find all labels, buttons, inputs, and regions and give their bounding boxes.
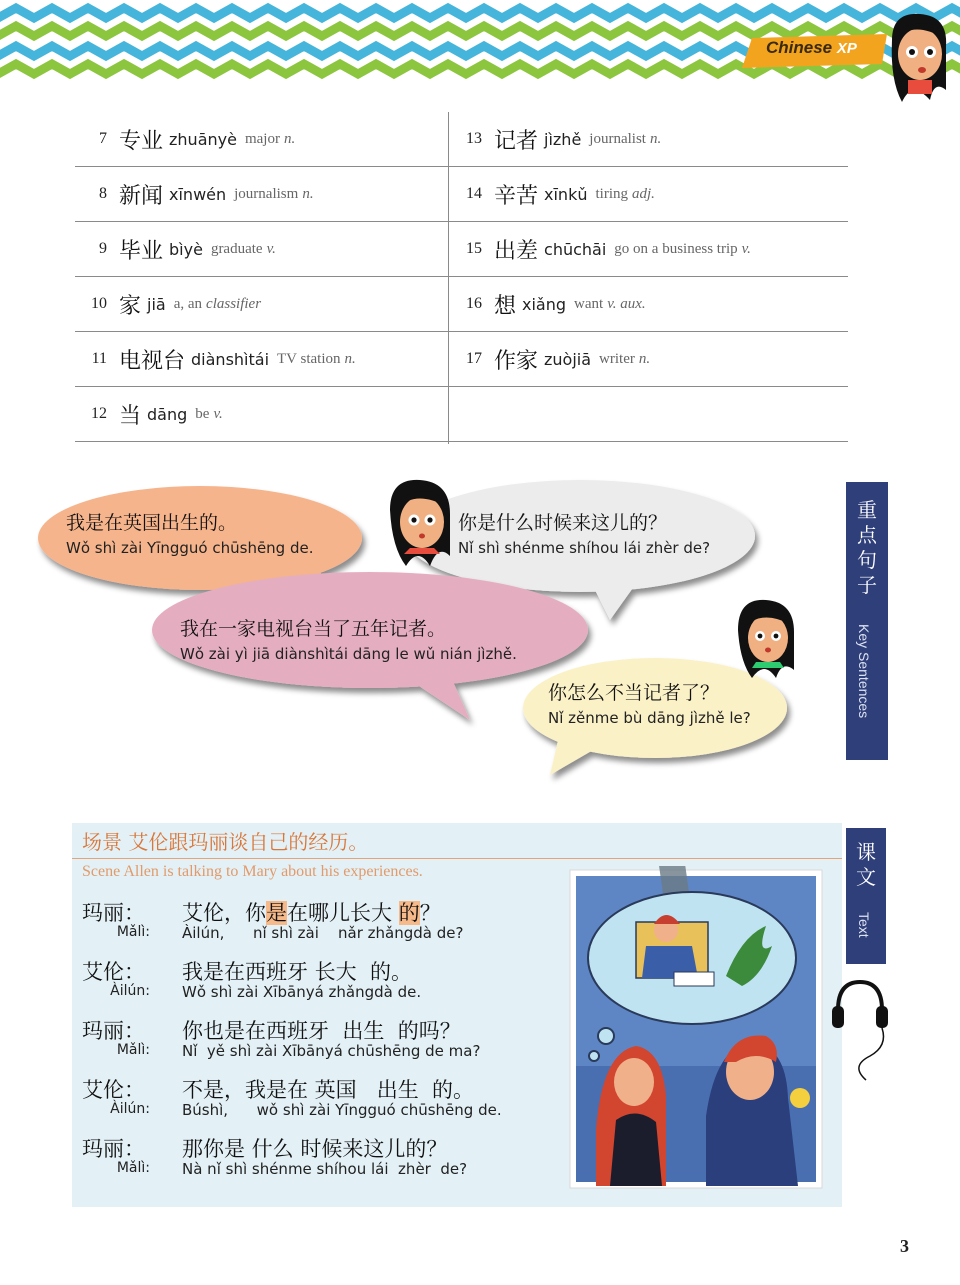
vocab-row [75, 332, 448, 387]
tab-label-en: Key Sentences [856, 624, 872, 719]
vocab-pinyin: jiā [147, 294, 166, 314]
vocab-part-of-speech: n. [344, 350, 356, 367]
vocab-english: journalist [589, 130, 646, 147]
vocab-number: 16 [466, 295, 482, 312]
vocab-pinyin: xīnkǔ [544, 184, 588, 204]
vocab-number: 15 [466, 240, 482, 257]
vocab-number: 7 [99, 130, 107, 147]
vocab-english: be [195, 405, 210, 422]
text-tab[interactable] [846, 828, 886, 964]
dialogue-line [82, 1133, 572, 1191]
vocab-hanzi: 想 [494, 293, 517, 319]
vocab-part-of-speech: adj. [631, 185, 655, 202]
vocab-number: 12 [91, 405, 107, 422]
highlight-shi: 是 [266, 901, 287, 925]
tab-label-zh: 课 文 [856, 840, 876, 889]
speaker-pinyin: Àilún: [110, 983, 150, 999]
scene-title-zh: 场景 艾伦跟玛丽谈自己的经历。 [82, 830, 369, 854]
key-sentence-2: 你是什么时候来这儿的？ Nǐ shì shénme shíhou lái zhèr de? [458, 512, 711, 557]
dialogue-pinyin: Wǒ shì zài Xībānyá zhǎngdà de. [182, 983, 422, 1001]
dialogue-pinyin: Búshì, wǒ shì zài Yīngguó chūshēng de. [182, 1101, 502, 1119]
key-sentence-3: 我在一家电视台当了五年记者。 Wǒ zài yì jiā diànshìtái dāng le wǔ nián jìzhě. [180, 618, 517, 663]
speaker-name: 玛丽： [82, 1019, 145, 1043]
vocab-pinyin: diànshìtái [191, 349, 270, 369]
dialogue-hanzi: 不是，我是在 英国 出生 的。 [182, 1078, 475, 1102]
vocab-number: 11 [91, 350, 107, 367]
vocab-english: major [244, 130, 280, 147]
speaker-name: 玛丽： [82, 901, 145, 925]
vocab-hanzi: 当 [119, 403, 142, 429]
vocab-part-of-speech: v. [266, 240, 276, 257]
speaker-pinyin: Àilún: [110, 1101, 150, 1117]
vocab-english: want [574, 295, 604, 312]
vocabulary-table [75, 112, 848, 444]
vocab-hanzi: 家 [119, 293, 142, 319]
vocab-pinyin: jìzhě [544, 129, 582, 149]
scene-title-en: Scene Allen is talking to Mary about his experiences. [82, 863, 423, 880]
vocab-pinyin: dāng [147, 404, 188, 424]
dialogue-pinyin: Àilún, nǐ shì zài nǎr zhǎngdà de? [182, 924, 464, 942]
vocab-hanzi: 作家 [494, 348, 539, 374]
vocab-part-of-speech: classifier [206, 295, 262, 312]
brand-logo: Chinese XP [766, 38, 857, 57]
dialogue-line [82, 897, 572, 955]
vocab-hanzi: 专业 [119, 128, 164, 154]
girl-character-2-icon [738, 600, 794, 678]
vocab-part-of-speech: n. [302, 185, 314, 202]
vocab-english: journalism [234, 185, 299, 202]
speaker-pinyin: Mǎlì: [116, 924, 150, 940]
vocab-hanzi: 记者 [494, 128, 539, 154]
dialogue-hanzi: 艾伦，你是在哪儿长大 的？ [182, 901, 441, 925]
vocab-row [448, 112, 848, 167]
vocab-number: 10 [91, 295, 107, 312]
vocab-english: a, an [173, 295, 203, 312]
vocab-row [448, 222, 848, 277]
key-sentence-4: 你怎么不当记者了？ Nǐ zěnme bù dāng jìzhě le? [548, 682, 751, 727]
speaker-pinyin: Mǎlì: [116, 1160, 150, 1176]
vocab-pinyin: zhuānyè [169, 129, 237, 149]
dialogue-line [82, 1015, 572, 1073]
dialogue-pinyin: Nǐ yě shì zài Xībānyá chūshēng de ma? [182, 1042, 481, 1060]
vocab-number: 8 [99, 185, 107, 202]
vocab-hanzi: 电视台 [119, 348, 186, 374]
vocab-pinyin: chūchāi [544, 239, 607, 259]
vocab-part-of-speech: v. [213, 405, 223, 422]
vocab-row [448, 332, 848, 387]
speaker-name: 艾伦： [82, 1078, 145, 1102]
speaker-name: 玛丽： [82, 1137, 145, 1161]
dialogue-hanzi: 那你是 什么 时候来这儿的？ [182, 1137, 448, 1161]
key-sentences-tab[interactable] [846, 482, 888, 760]
dialogue-line [82, 1074, 572, 1132]
dialogue-illustration [566, 866, 826, 1192]
vocab-hanzi: 辛苦 [494, 183, 539, 209]
vocab-hanzi: 出差 [494, 238, 539, 264]
scene-divider [72, 858, 842, 859]
vocab-english: tiring [595, 185, 628, 202]
vocab-row [75, 277, 448, 332]
vocab-row [448, 167, 848, 222]
vocab-number: 17 [466, 350, 482, 367]
vocab-row [75, 167, 448, 222]
vocab-number: 9 [99, 240, 107, 257]
tab-label-en: Text [856, 912, 872, 938]
audio-headphones-icon[interactable] [830, 976, 890, 1086]
tab-label-zh: 重 点 句 子 [857, 498, 877, 597]
key-sentences-area [30, 470, 830, 790]
vocab-row [448, 277, 848, 332]
vocab-english: TV station [277, 350, 341, 367]
dialogue-line [82, 956, 572, 1014]
vocab-number: 14 [466, 185, 482, 202]
vocab-english: go on a business trip [614, 240, 738, 257]
vocab-pinyin: zuòjiā [544, 349, 592, 369]
vocab-part-of-speech: n. [649, 130, 662, 147]
vocab-row [75, 112, 448, 167]
page-number: 3 [900, 1236, 909, 1256]
vocab-hanzi: 新闻 [119, 183, 164, 209]
vocab-english: writer [599, 350, 635, 367]
vocab-row [75, 387, 448, 442]
speaker-pinyin: Mǎlì: [116, 1042, 150, 1058]
vocab-pinyin: bìyè [169, 239, 203, 259]
vocab-part-of-speech: v. aux. [607, 295, 646, 312]
vocab-row-empty [448, 387, 848, 442]
vocab-part-of-speech: n. [638, 350, 651, 367]
speaker-name: 艾伦： [82, 960, 145, 984]
vocab-hanzi: 毕业 [119, 238, 164, 264]
vocab-pinyin: xiǎng [522, 294, 567, 314]
vocab-english: graduate [210, 240, 263, 257]
vocab-part-of-speech: n. [283, 130, 296, 147]
highlight-de: 的 [398, 901, 420, 925]
vocab-part-of-speech: v. [741, 240, 751, 257]
dialogue-hanzi: 你也是在西班牙 出生 的吗？ [182, 1019, 461, 1043]
dialogue-hanzi: 我是在西班牙 长大 的。 [182, 960, 413, 984]
vocab-pinyin: xīnwén [169, 184, 227, 204]
dialogue-pinyin: Nà nǐ shì shénme shíhou lái zhèr de? [182, 1160, 468, 1178]
vocab-number: 13 [466, 130, 482, 147]
key-sentence-1: 我是在英国出生的。 Wǒ shì zài Yīngguó chūshēng de. [66, 512, 314, 557]
girl-mascot-icon [882, 10, 952, 106]
vocab-row [75, 222, 448, 277]
